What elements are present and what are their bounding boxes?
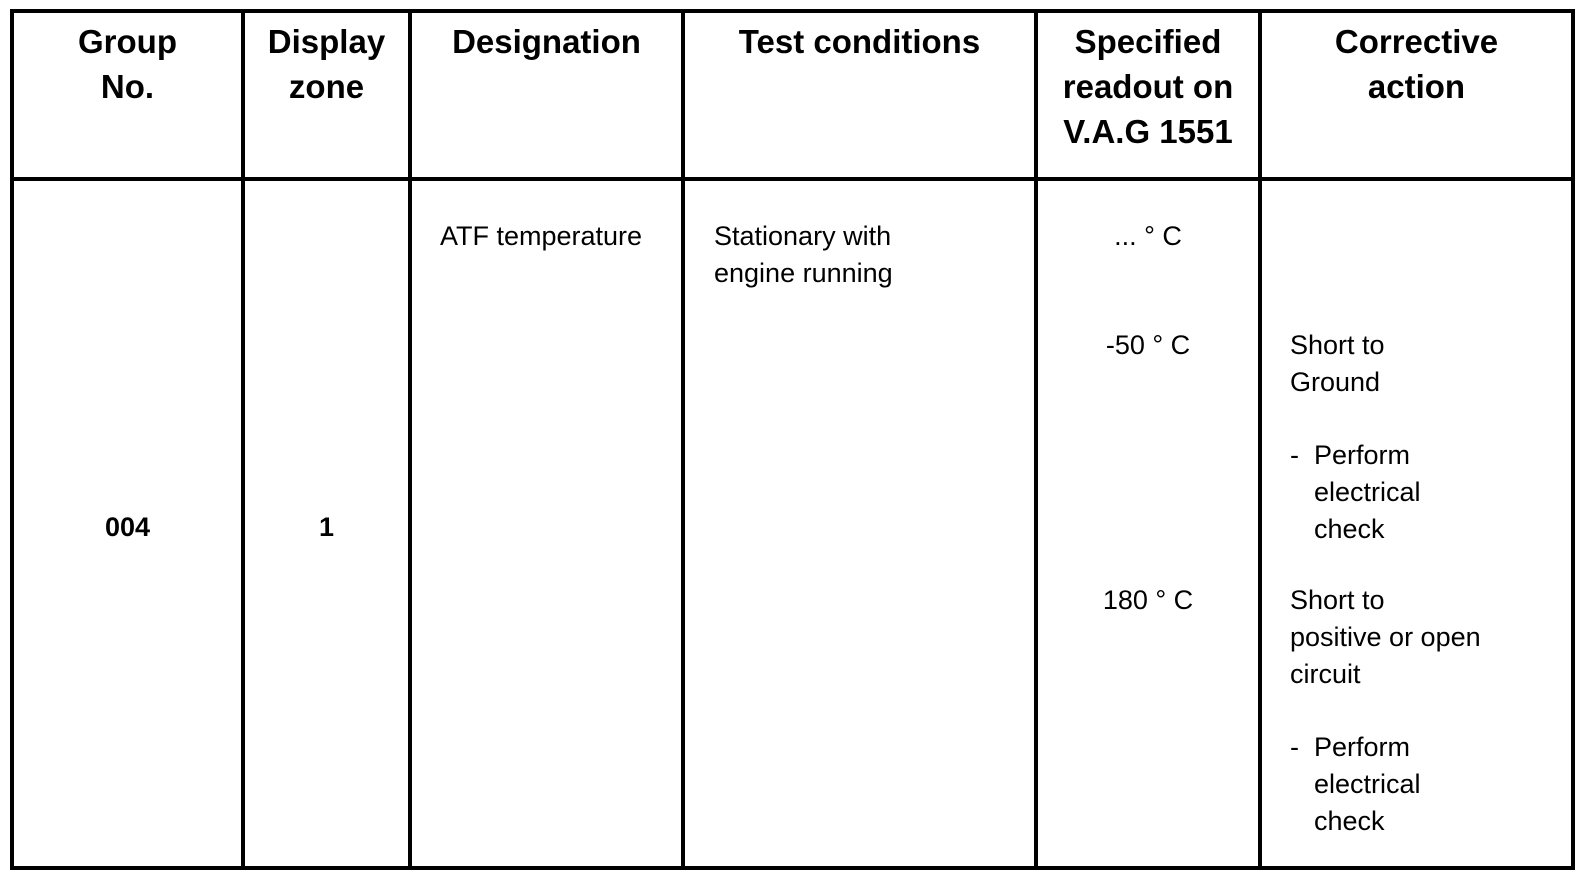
header-text: Test conditions (738, 23, 981, 60)
readout-value: ... ° C (1114, 221, 1182, 251)
header-text: Designation (452, 23, 641, 60)
header-text: No. (100, 68, 155, 105)
action-step-line: Perform (1314, 440, 1411, 470)
action-title-line: Ground (1290, 367, 1381, 397)
header-test-conditions (685, 13, 1034, 185)
test-conditions-value (714, 218, 893, 292)
header-group-no (14, 13, 241, 185)
action-step-line: Perform (1314, 732, 1411, 762)
header-designation (412, 13, 681, 185)
diagnostic-table (10, 9, 1575, 870)
readout-value: 180 ° C (1102, 585, 1194, 615)
action-step-line: electrical (1314, 477, 1421, 507)
header-text: zone (288, 68, 365, 105)
header-text: action (1367, 68, 1466, 105)
header-text: Corrective (1334, 23, 1499, 60)
header-text: readout on (1062, 68, 1234, 105)
readout-value: -50 ° C (1105, 330, 1191, 360)
dash-bullet: - (1290, 732, 1299, 762)
action-title-line: positive or open (1290, 622, 1481, 652)
action-title-line: Short to (1290, 585, 1385, 615)
header-specified-readout (1038, 13, 1258, 185)
action-title-line: circuit (1290, 659, 1361, 689)
test-conditions-line: engine running (714, 258, 893, 288)
dash-bullet: - (1290, 440, 1299, 470)
action-title-line: Short to (1290, 330, 1385, 360)
action-step-line: check (1314, 806, 1385, 836)
action-step (1290, 729, 1481, 840)
test-conditions-line: Stationary with (714, 221, 892, 251)
display-zone-value: 1 (318, 512, 335, 542)
header-text: Group (78, 23, 177, 60)
action-step (1290, 437, 1421, 548)
action-step-line: check (1314, 514, 1385, 544)
group-number: 004 (104, 512, 151, 542)
header-text: Specified (1074, 23, 1222, 60)
header-text: V.A.G 1551 (1063, 113, 1233, 150)
action-step-line: electrical (1314, 769, 1421, 799)
corrective-action-short-to-positive (1290, 582, 1481, 840)
corrective-action-short-to-ground (1290, 327, 1421, 548)
header-display-zone (245, 13, 408, 185)
designation-value: ATF temperature (440, 221, 643, 251)
header-text: Display (267, 23, 386, 60)
header-corrective-action (1262, 13, 1571, 185)
